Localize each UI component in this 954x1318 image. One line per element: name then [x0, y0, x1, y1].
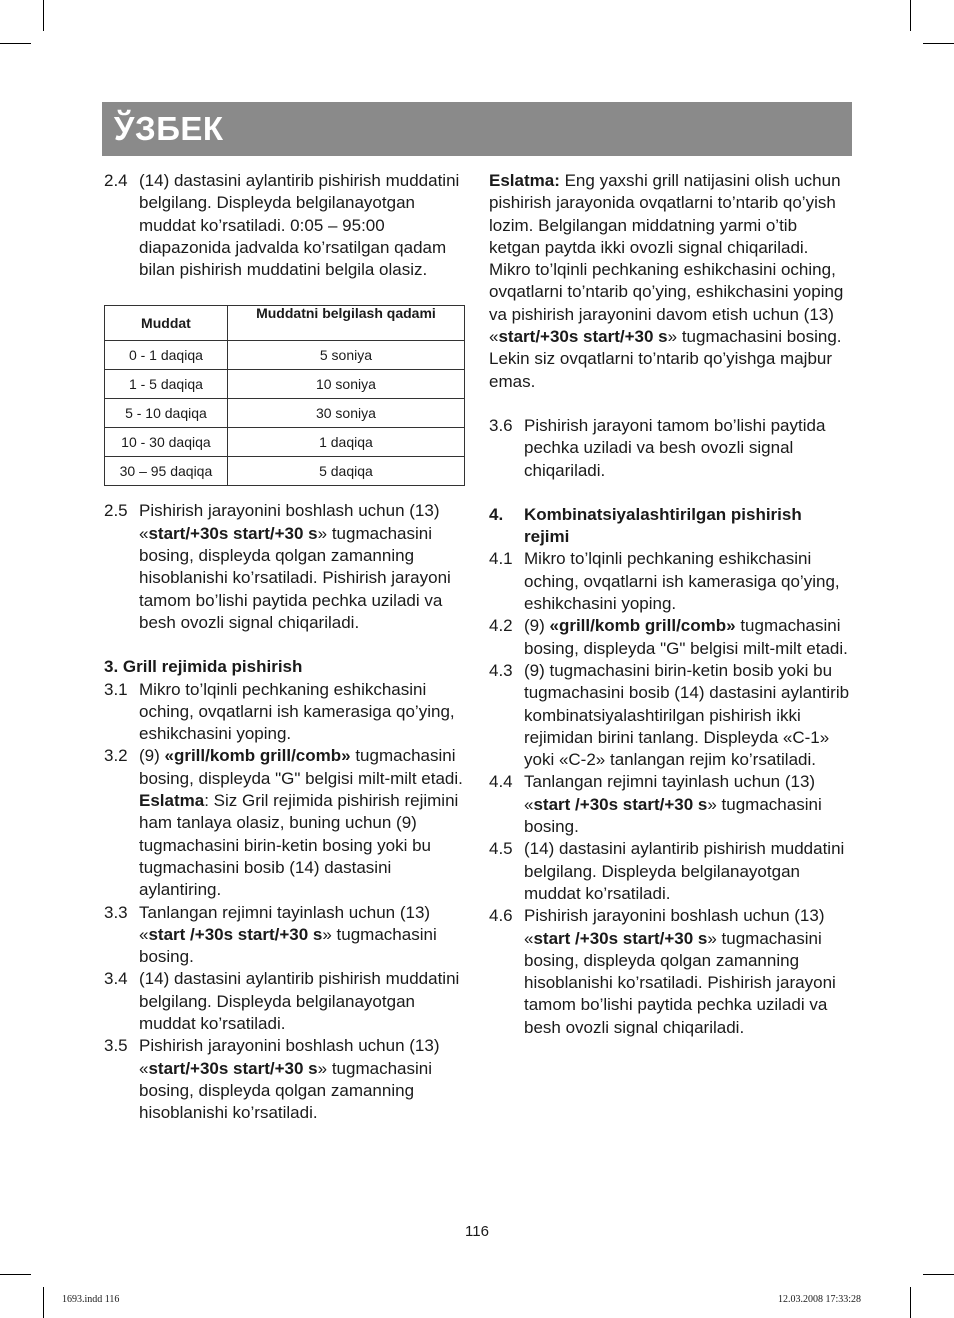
item-number: 3.3	[104, 902, 128, 922]
crop-mark	[910, 0, 911, 31]
item-number: 4.4	[489, 772, 513, 792]
note-text: : Siz Gril rejimida pishirish rejimini ham tanlaya olasiz, buning uchun (9) tugmachasini birin-ketin bosing yoki bu tugmachasini bosib (14) dastasini aylantiring.	[139, 791, 459, 900]
language-title: ЎЗБЕК	[114, 110, 224, 147]
paragraph-3-2	[104, 745, 466, 901]
print-slug-date: 12.03.2008 17:33:28	[778, 1294, 862, 1305]
item-number: 4.6	[489, 906, 513, 926]
table-row	[105, 428, 465, 457]
item-text: (14) dastasini aylantirib pishirish muddatini belgilang. Displeyda belgilanayotgan muddat ko’rsatiladi.	[524, 839, 845, 903]
table-header-cell: Muddatni belgilash qadami	[227, 306, 464, 341]
section-3-heading: 3. Grill rejimida pishirish	[104, 657, 303, 677]
paragraph-4-6	[489, 905, 851, 1039]
item-text-pre: (9)	[524, 616, 550, 636]
grill-note	[489, 170, 851, 393]
paragraph-4-3	[489, 660, 851, 771]
time-step-table	[104, 305, 465, 486]
crop-mark	[923, 43, 954, 44]
item-text-pre: (9)	[139, 746, 165, 766]
table-cell: 10 - 30 daqiqa	[105, 428, 228, 457]
paragraph-3-4	[104, 968, 466, 1035]
table-header-row	[105, 306, 465, 341]
item-number: 3.1	[104, 679, 128, 699]
item-text-post: tugmachasini bosing, displeyda "G" belgisi milt-milt etadi.	[524, 616, 848, 658]
paragraph-3-1	[104, 679, 466, 746]
item-number: 2.5	[104, 501, 128, 521]
button-name: «grill/komb grill/comb»	[549, 616, 736, 636]
item-number: 4.2	[489, 616, 513, 636]
crop-mark	[0, 43, 31, 44]
language-header-bar	[102, 102, 852, 156]
paragraph-4-4	[489, 771, 851, 838]
table-row	[105, 457, 465, 486]
table-row	[105, 370, 465, 399]
item-number: 4.5	[489, 839, 513, 859]
crop-mark	[0, 1274, 31, 1275]
item-text: (9) tugmachasini birin-ketin bosib yoki bu tugmachasini bosib (14) dastasini aylantirib kombinatsiyalashtirilgan pishirish ikki rejimidan birini tanlang. Displeyda «C-1» yoki «C-2» tanlangan rejim ko’rsatiladi.	[524, 660, 850, 770]
table-cell: 30 soniya	[227, 399, 464, 428]
item-number: 4.3	[489, 660, 513, 680]
button-name: start /+30s start/+30 s	[533, 794, 708, 814]
item-text-pre: Pishirish jarayonini boshlash uchun (13) «	[524, 906, 825, 948]
item-text: Mikro to’lqinli pechkaning eshikchasini oching, ovqatlarni ish kamerasiga qo’ying, eshikchasini yoping.	[524, 549, 840, 614]
table-cell: 5 - 10 daqiqa	[105, 399, 228, 428]
item-text: (14) dastasini aylantirib pishirish muddatini belgilang. Displeyda belgilanayotgan muddat ko’rsatiladi.	[139, 969, 460, 1034]
note-text-post: » tugmachasini bosing. Lekin siz ovqatlarni to’ntarib qo’yishga majbur emas.	[489, 327, 842, 391]
button-name: start/+30s start/+30 s	[498, 327, 668, 347]
note-label: Eslatma:	[489, 171, 560, 190]
right-column	[489, 170, 851, 1039]
print-slug-file: 1693.indd 116	[62, 1294, 120, 1305]
table-row	[105, 341, 465, 370]
item-text-post: tugmachasini bosing, displeyda "G" belgisi milt-milt etadi.	[139, 746, 463, 788]
crop-mark	[43, 1287, 44, 1318]
section-title: Kombinatsiyalashtirilgan pishirish rejimi	[524, 504, 802, 547]
paragraph-4-5	[489, 838, 851, 905]
item-text-post: » tugmachasini bosing.	[524, 794, 822, 837]
item-text-pre: Pishirish jarayonini boshlash uchun (13) «	[139, 501, 440, 543]
table-cell: 5 daqiqa	[227, 457, 464, 486]
item-number: 2.4	[104, 171, 128, 190]
table-cell: 30 – 95 daqiqa	[105, 457, 228, 486]
item-text-pre: Tanlangan rejimni tayinlash uchun (13) «	[139, 902, 431, 944]
button-name: «grill/komb grill/comb»	[164, 746, 351, 766]
item-number: 4.1	[489, 549, 513, 569]
button-name: start /+30s start/+30 s	[148, 924, 323, 944]
paragraph-3-6	[489, 415, 851, 482]
page-number: 116	[465, 1223, 489, 1240]
table-cell: 1 - 5 daqiqa	[105, 370, 228, 399]
crop-mark	[910, 1287, 911, 1318]
item-number: 3.5	[104, 1036, 128, 1056]
item-text-post: » tugmachasini bosing, displeyda qolgan zamanning hisoblanishi ko’rsatiladi.	[139, 1058, 432, 1123]
note-label: Eslatma	[139, 791, 205, 811]
item-text-pre: Pishirish jarayonini boshlash uchun (13) «	[139, 1036, 440, 1078]
table-row	[105, 399, 465, 428]
item-text-post: » tugmachasini bosing.	[139, 924, 437, 967]
paragraph-3-5	[104, 1035, 466, 1124]
item-text-post: » tugmachasini bosing, displeyda qolgan zamanning hisoblanishi ko’rsatiladi. Pishirish jarayoni tamom bo’lishi paytida pechka uziladi va besh ovozli signal chiqariladi.	[139, 523, 451, 632]
button-name: start/+30s start/+30 s	[148, 1058, 318, 1078]
item-number: 3.2	[104, 746, 128, 766]
table-cell: 10 soniya	[227, 370, 464, 399]
item-text-pre: Tanlangan rejimni tayinlash uchun (13) «	[524, 772, 816, 814]
section-number: 4.	[489, 504, 504, 524]
table-cell: 5 soniya	[227, 341, 464, 370]
section-4-heading	[489, 504, 851, 549]
item-number: 3.4	[104, 969, 128, 989]
note-text-pre: Eng yaxshi grill natijasini olish uchun pishirish jarayonida ovqatlarni to’ntarib qo’yish lozim. Belgilangan middatning yarmi o’tib ketgan paytda ikki ovozli signal chiqariladi. Mikro to’lqinli pechkaning eshikchasini oching, ovqatlarni to’ntarib qo’ying, eshikchasini yoping va pishirish jarayonini davom etish uchun (13) «	[489, 171, 844, 347]
item-number: 3.6	[489, 415, 513, 435]
button-name: start/+30s start/+30 s	[148, 523, 318, 543]
crop-mark	[43, 0, 44, 31]
paragraph-2-4	[104, 170, 466, 281]
item-text: Mikro to’lqinli pechkaning eshikchasini oching, ovqatlarni ish kamerasiga qo’ying, eshikchasini yoping.	[139, 679, 455, 744]
paragraph-4-2	[489, 615, 851, 660]
paragraph-3-3	[104, 902, 466, 969]
crop-mark	[923, 1274, 954, 1275]
button-name: start /+30s start/+30 s	[533, 928, 708, 948]
table-cell: 0 - 1 daqiqa	[105, 341, 228, 370]
paragraph-2-5	[104, 500, 466, 634]
paragraph-4-1	[489, 548, 851, 615]
left-column	[104, 170, 466, 1125]
item-text-post: » tugmachasini bosing, displeyda qolgan zamanning hisoblanishi ko’rsatiladi. Pishirish jarayoni tamom bo’lishi paytida pechka uziladi va besh ovozli signal chiqariladi.	[524, 928, 836, 1037]
table-header-cell: Muddat	[105, 306, 228, 341]
item-text: Pishirish jarayoni tamom bo’lishi paytida pechka uziladi va besh ovozli signal chiqariladi.	[524, 415, 826, 480]
table-cell: 1 daqiqa	[227, 428, 464, 457]
item-text: (14) dastasini aylantirib pishirish muddatini belgilang. Displeyda belgilanayotgan muddat ko’rsatiladi. 0:05 – 95:00 diapazonida jadvalda ko’rsatilgan qadam bilan pishirish muddatini belgila olasiz.	[139, 171, 460, 280]
